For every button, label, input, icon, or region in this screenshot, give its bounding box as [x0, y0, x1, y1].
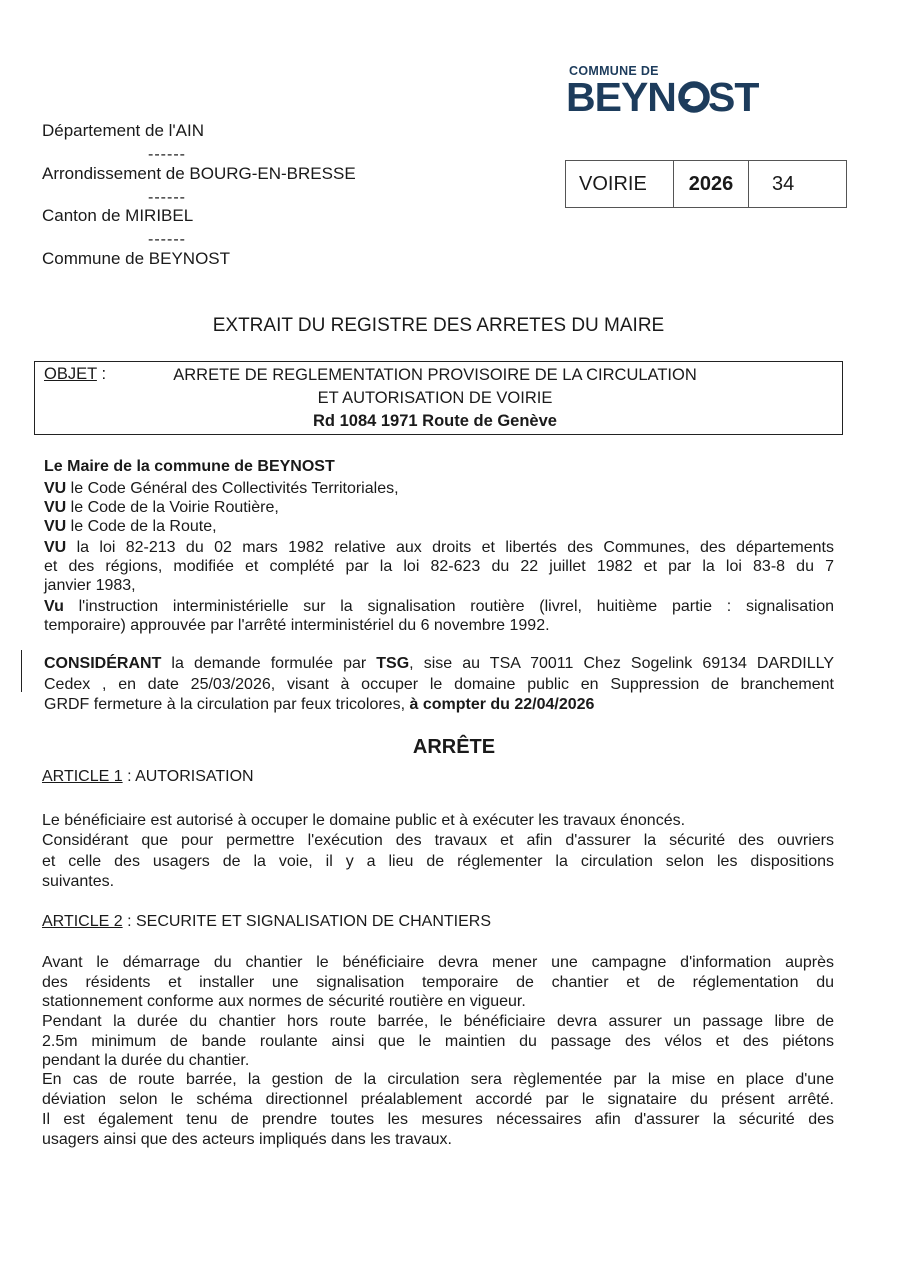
margin-bar [21, 650, 22, 692]
arrete-heading: ARRÊTE [412, 736, 496, 758]
vu-line: temporaire) approuvée par l'arrêté interministériel du 6 novembre 1992. [44, 617, 550, 634]
reference-number: 34 [749, 161, 847, 208]
commune-logo [566, 77, 761, 117]
document-title: EXTRAIT DU REGISTRE DES ARRETES DU MAIRE [212, 315, 665, 336]
article-2-heading: ARTICLE 2 : SECURITE ET SIGNALISATION DE CHANTIERS [42, 913, 491, 930]
objet-line-1: ARRETE DE REGLEMENTATION PROVISOIRE DE LA CIRCULATION [173, 366, 697, 384]
article-1-text: suivantes. [42, 873, 115, 890]
article-2-text: stationnement conforme aux normes de sécurité routière en vigueur. [42, 993, 526, 1010]
department-line: Département de l'AIN [42, 121, 204, 140]
separator: ------ [148, 146, 186, 163]
separator: ------ [148, 189, 186, 206]
logo-commune-de: COMMUNE DE [569, 64, 659, 78]
vu-line: janvier 1983, [44, 577, 136, 594]
canton-line: Canton de MIRIBEL [42, 206, 194, 225]
considerant-line: GRDF fermeture à la circulation par feux tricolores, à compter du 22/04/2026 [44, 696, 595, 713]
article-2-text: Il est également tenu de prendre toutes les mesures nécessaires afin d'assurer la sécurité des [42, 1111, 834, 1128]
arrondissement-line: Arrondissement de BOURG-EN-BRESSE [42, 164, 356, 183]
objet-line-2: ET AUTORISATION DE VOIRIE [317, 389, 553, 407]
svg-text:BEYN: BEYN [566, 77, 676, 117]
article-2-text: déviation selon le schéma directionnel préalablement accordé par le signataire du présent arrêté. [42, 1091, 834, 1108]
article-1-heading: ARTICLE 1 : AUTORISATION [42, 768, 254, 785]
reference-table [565, 160, 847, 208]
article-2-text: usagers ainsi que des acteurs impliqués dans les travaux. [42, 1131, 452, 1148]
reference-service: VOIRIE [566, 161, 674, 208]
vu-line: VU le Code Général des Collectivités Territoriales, [44, 480, 399, 497]
svg-text:ST: ST [708, 77, 759, 117]
article-2-text: Pendant la durée du chantier hors route barrée, le bénéficiaire devra assurer un passage libre de [42, 1013, 834, 1030]
vu-line: VU la loi 82-213 du 02 mars 1982 relative aux droits et libertés des Communes, des départements [44, 539, 834, 556]
article-2-text: 2.5m minimum de bande roulante ainsi que le maintien du passage des vélos et des piétons [42, 1033, 834, 1050]
maire-line: Le Maire de la commune de BEYNOST [44, 458, 335, 475]
article-2-text: Avant le démarrage du chantier le bénéficiaire devra mener une campagne d'information auprès [42, 954, 834, 971]
article-1-text: et celle des usagers de la voie, il y a lieu de réglementer la circulation selon les dispositions [42, 853, 834, 870]
vu-line: Vu l'instruction interministérielle sur la signalisation routière (livrel, huitième partie : signalisation [44, 598, 834, 615]
separator: ------ [148, 231, 186, 248]
vu-line: VU le Code de la Route, [44, 518, 217, 535]
vu-line: et des régions, modifiée et complété par la loi 82-623 du 22 juillet 1982 et par la loi 83-8 du 7 [44, 558, 834, 575]
objet-line-3: Rd 1084 1971 Route de Genève [313, 412, 557, 430]
considerant-line: CONSIDÉRANT la demande formulée par TSG, sise au TSA 70011 Chez Sogelink 69134 DARDILLY [44, 655, 834, 672]
considerant-line: Cedex , en date 25/03/2026, visant à occuper le domaine public en Suppression de branchement [44, 676, 834, 693]
commune-line: Commune de BEYNOST [42, 249, 231, 268]
reference-year: 2026 [674, 161, 749, 208]
objet-label: OBJET : [44, 365, 107, 383]
logo-o-icon [682, 85, 707, 110]
article-2-text: pendant la durée du chantier. [42, 1052, 250, 1069]
article-1-text: Considérant que pour permettre l'exécution des travaux et afin d'assurer la sécurité des ouvriers [42, 832, 834, 849]
article-2-text: des résidents et installer une signalisation temporaire de chantier et de réglementation du [42, 974, 834, 991]
article-2-text: En cas de route barrée, la gestion de la circulation sera règlementée par la mise en place d'une [42, 1071, 834, 1088]
vu-line: VU le Code de la Voirie Routière, [44, 499, 279, 516]
article-1-text: Le bénéficiaire est autorisé à occuper le domaine public et à exécuter les travaux énoncés. [42, 812, 686, 829]
